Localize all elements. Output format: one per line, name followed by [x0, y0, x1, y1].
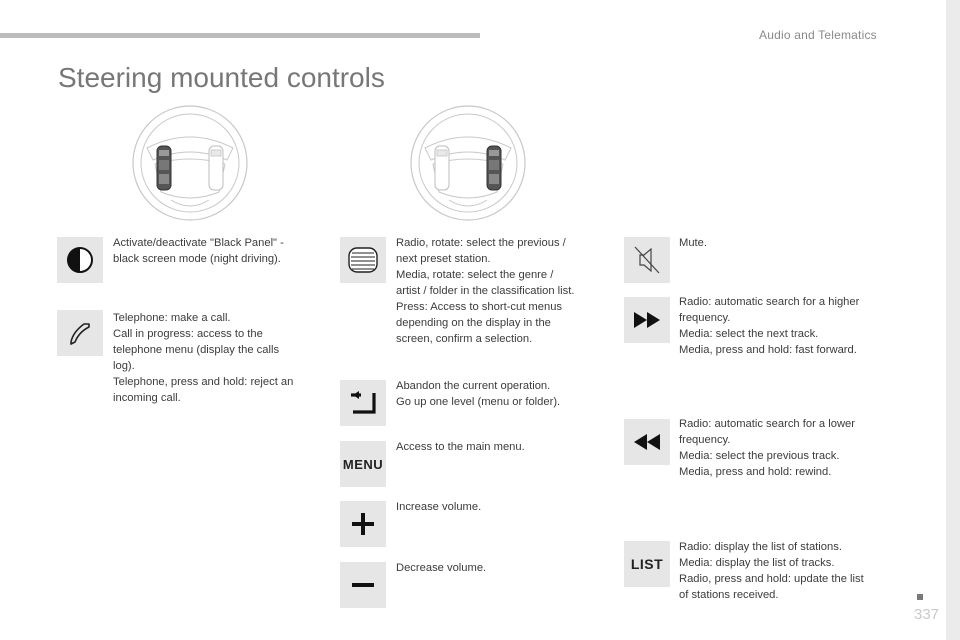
list-description: Radio: display the list of stations. Media: display the list of tracks. Radio, press and hold: update the list of stations received. [679, 541, 864, 601]
menu-button-label: MENU [342, 456, 384, 472]
scroll-wheel-description: Radio, rotate: select the previous / next preset station. Media, rotate: select the genre / artist / folder in the classification list. Press: Access to short-cut menus depending on the display in the screen, confirm a selection. [396, 237, 575, 345]
plus-icon [350, 511, 376, 537]
speaker-muted-icon [632, 244, 662, 276]
black-panel-button [57, 237, 103, 283]
minus-icon [350, 572, 376, 598]
previous-button [624, 419, 670, 465]
steering-wheel-right-controls-icon [409, 104, 527, 222]
menu-description: Access to the main menu. [396, 441, 525, 453]
steering-wheel-left-controls-icon [131, 104, 249, 222]
scroll-wheel-button [340, 237, 386, 283]
telephone-description: Telephone: make a call. Call in progress: access to the telephone menu (display the calls log). Telephone, press and hold: reject an incoming call. [113, 312, 294, 404]
back-description: Abandon the current operation. Go up one level (menu or folder). [396, 380, 561, 408]
half-moon-icon [65, 245, 95, 275]
volume-down-button [340, 562, 386, 608]
back-button [340, 380, 386, 426]
next-description: Radio: automatic search for a higher frequency. Media: select the next track. Media, press and hold: fast forward. [679, 296, 860, 356]
menu-button [340, 441, 386, 487]
previous-description: Radio: automatic search for a lower frequency. Media: select the previous track. Media, press and hold: rewind. [679, 418, 855, 478]
mute-button [624, 237, 670, 283]
header-rule [0, 33, 480, 38]
volume-up-description: Increase volume. [396, 501, 482, 513]
list-button [624, 541, 670, 587]
page-number: 337 [914, 606, 940, 623]
end-mark [917, 594, 923, 600]
volume-down-description: Decrease volume. [396, 562, 487, 574]
volume-up-button [340, 501, 386, 547]
mute-description: Mute. [679, 237, 707, 249]
page-title: Steering mounted controls [58, 62, 385, 93]
next-button [624, 297, 670, 343]
telephone-button [57, 310, 103, 356]
phone-handset-icon [65, 318, 95, 348]
black-panel-description: Activate/deactivate "Black Panel" - black screen mode (night driving). [113, 237, 284, 265]
page-edge-band [946, 0, 960, 640]
rewind-icon [632, 432, 662, 452]
back-arrow-icon [347, 388, 379, 418]
section-title: Audio and Telematics [759, 28, 877, 42]
thumbwheel-icon [347, 246, 379, 274]
fast-forward-icon [632, 310, 662, 330]
list-button-label: LIST [630, 556, 664, 572]
